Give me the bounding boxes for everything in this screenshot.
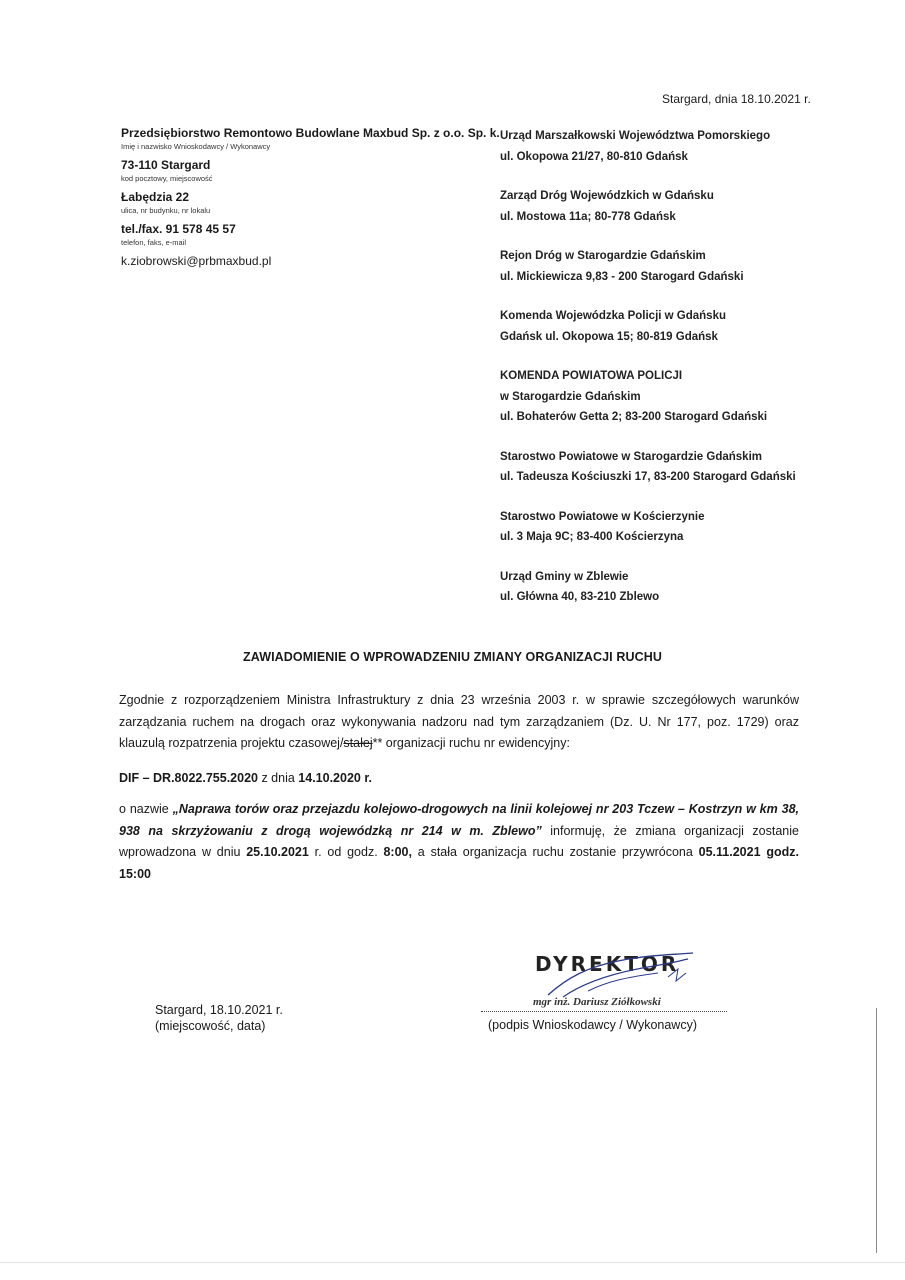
start-date: 25.10.2021 bbox=[246, 845, 309, 859]
recipient bbox=[500, 507, 840, 548]
recipient bbox=[500, 126, 840, 167]
recipient bbox=[500, 306, 840, 347]
sender-postal: 73-110 Stargard bbox=[121, 158, 211, 172]
recipient bbox=[500, 186, 840, 227]
scan-edge-line bbox=[876, 1008, 877, 1253]
recipient-address: ul. Okopowa 21/27, 80-810 Gdańsk bbox=[500, 150, 688, 163]
p3-mid3: a stała organizacja ruchu zostanie przywrócona bbox=[411, 845, 699, 859]
recipient-name: Zarząd Dróg Wojewódzkich w Gdańsku bbox=[500, 190, 714, 202]
recipient-name: Starostwo Powiatowe w Kościerzynie bbox=[500, 510, 705, 523]
signature-caption: (podpis Wnioskodawcy / Wykonawcy) bbox=[488, 1018, 697, 1032]
p1-struck-word: stałej bbox=[343, 736, 373, 750]
reference-date: 14.10.2020 r. bbox=[298, 771, 372, 785]
recipient bbox=[500, 567, 840, 608]
recipient-name: Urząd Gminy w Zblewie bbox=[500, 570, 629, 583]
stamp-name: mgr inż. Dariusz Ziółkowski bbox=[533, 996, 661, 1008]
sender-block bbox=[121, 125, 511, 269]
recipient-name: Starostwo Powiatowe w Starogardzie Gdańskim bbox=[500, 450, 763, 463]
recipient bbox=[500, 246, 840, 287]
sender-phone-caption: telefon, faks, e-mail bbox=[121, 238, 187, 247]
recipients-list bbox=[500, 126, 840, 608]
recipient-name-cont: w Starogardzie Gdańskim bbox=[500, 390, 641, 403]
recipient-name: KOMENDA POWIATOWA POLICJI bbox=[500, 370, 683, 382]
end-datetime: 05.11.2021 godz. 15:00 bbox=[119, 845, 799, 881]
sender-email: k.ziobrowski@prbmaxbud.pl bbox=[121, 254, 272, 268]
sender-street-caption: ulica, nr budynku, nr lokalu bbox=[121, 206, 211, 215]
document-title: ZAWIADOMIENIE O WPROWADZENIU ZMIANY ORGANIZACJI RUCHU bbox=[243, 650, 662, 664]
start-time: 8:00, bbox=[383, 845, 412, 859]
body-paragraph-notice bbox=[119, 799, 799, 885]
recipient-address: ul. Tadeusza Kościuszki 17, 83-200 Starogard Gdański bbox=[500, 471, 796, 483]
p1-text: Zgodnie z rozporządzeniem Ministra Infrastruktury z dnia 23 września 2003 r. w sprawie szczegółowych warunków zarządzania ruchem na drogach oraz wykonywania nadzoru nad tym zarządzaniem (Dz. U. Nr 177, poz. 1729) oraz klauzulą rozpatrzenia projektu czasowej/ bbox=[119, 693, 799, 750]
place-date-caption: (miejscowość, data) bbox=[155, 1019, 266, 1033]
sender-phone: tel./fax. 91 578 45 57 bbox=[121, 222, 236, 236]
p2-mid: z dnia bbox=[257, 771, 299, 785]
sender-company: Przedsiębiorstwo Remontowo Budowlane Maxbud Sp. z o.o. Sp. k. bbox=[121, 126, 500, 140]
sender-street: Łabędzia 22 bbox=[121, 190, 190, 204]
signature-line bbox=[481, 1011, 727, 1012]
p3-start: o nazwie bbox=[119, 802, 173, 816]
recipient-address: ul. Mickiewicza 9,83 - 200 Starogard Gdański bbox=[500, 270, 744, 283]
place-date-block bbox=[155, 1002, 283, 1034]
stamp-title: DYREKTOR bbox=[535, 952, 680, 976]
recipient-address: ul. Główna 40, 83-210 Zblewo bbox=[500, 591, 660, 603]
reference-number: DIF – DR.8022.755.2020 bbox=[119, 771, 258, 785]
document-date: Stargard, dnia 18.10.2021 r. bbox=[662, 92, 811, 106]
scan-bottom-edge bbox=[0, 1262, 905, 1263]
recipient-name: Komenda Wojewódzka Policji w Gdańsku bbox=[500, 310, 726, 322]
p3-mid2: r. od godz. bbox=[308, 845, 384, 859]
recipient bbox=[500, 447, 840, 488]
recipient-name: Urząd Marszałkowski Województwa Pomorskiego bbox=[500, 130, 771, 142]
recipient-address: Gdańsk ul. Okopowa 15; 80-819 Gdańsk bbox=[500, 330, 718, 343]
place-date: Stargard, 18.10.2021 r. bbox=[155, 1003, 283, 1017]
sender-company-caption: Imię i nazwisko Wnioskodawcy / Wykonawcy bbox=[121, 142, 271, 151]
project-name: „Naprawa torów oraz przejazdu kolejowo-drogowych na linii kolejowej nr 203 Tczew – Kostrzyn w km 38, 938 na skrzyżowaniu z drogą wojewódzką nr 214 w m. Zblewo” bbox=[119, 802, 799, 838]
recipient-address: ul. Bohaterów Getta 2; 83-200 Starogard Gdański bbox=[500, 411, 768, 423]
p1-end: ** organizacji ruchu nr ewidencyjny: bbox=[372, 736, 570, 750]
sender-postal-caption: kod pocztowy, miejscowość bbox=[121, 174, 213, 183]
body-paragraph-reference bbox=[119, 768, 799, 790]
body-paragraph-legal-basis bbox=[119, 690, 799, 755]
recipient-address: ul. 3 Maja 9C; 83-400 Kościerzyna bbox=[500, 531, 684, 543]
recipient-name: Rejon Dróg w Starogardzie Gdańskim bbox=[500, 250, 706, 262]
recipient-address: ul. Mostowa 11a; 80-778 Gdańsk bbox=[500, 210, 676, 223]
p3-mid1: informuję, że zmiana organizacji zostanie wprowadzona w dniu bbox=[119, 823, 799, 859]
recipient bbox=[500, 366, 840, 428]
